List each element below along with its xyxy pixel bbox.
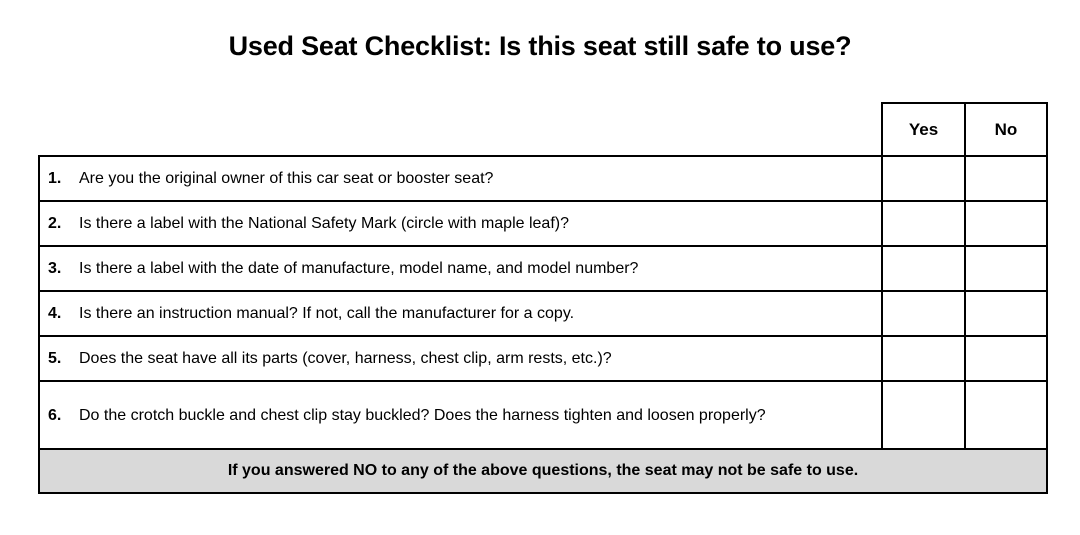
question-cell xyxy=(39,201,882,246)
used-seat-checklist-table xyxy=(38,102,1048,494)
header-question-spacer xyxy=(39,103,882,156)
question-cell xyxy=(39,246,882,291)
page-title: Used Seat Checklist: Is this seat still safe to use? xyxy=(228,31,852,61)
answer-cell-yes[interactable] xyxy=(882,291,965,336)
answer-cell-no[interactable] xyxy=(965,201,1047,246)
question-text: Does the seat have all its parts (cover, harness, chest clip, arm rests, etc.)? xyxy=(79,350,612,367)
table-row xyxy=(39,291,1047,336)
answer-cell-yes[interactable] xyxy=(882,156,965,201)
answer-cell-yes[interactable] xyxy=(882,201,965,246)
question-text: Is there an instruction manual? If not, call the manufacturer for a copy. xyxy=(79,305,575,322)
answer-cell-yes[interactable] xyxy=(882,336,965,381)
column-header-no: No xyxy=(965,103,1047,156)
table-row xyxy=(39,156,1047,201)
table-row xyxy=(39,381,1047,449)
answer-cell-no[interactable] xyxy=(965,156,1047,201)
question-text: Is there a label with the National Safety Mark (circle with maple leaf)? xyxy=(79,215,569,232)
checklist-table-body xyxy=(39,103,1047,493)
question-number: 2. xyxy=(48,215,62,232)
question-number: 4. xyxy=(48,305,62,322)
question-cell xyxy=(39,336,882,381)
column-header-yes: Yes xyxy=(882,103,965,156)
question-number: 1. xyxy=(48,170,62,187)
question-text: Do the crotch buckle and chest clip stay buckled? Does the harness tighten and loosen properly? xyxy=(79,406,766,424)
answer-cell-yes[interactable] xyxy=(882,381,965,449)
question-cell xyxy=(39,291,882,336)
question-text: Is there a label with the date of manufacture, model name, and model number? xyxy=(79,260,639,277)
footer-warning-note: If you answered NO to any of the above questions, the seat may not be safe to use. xyxy=(39,449,1047,493)
question-number: 3. xyxy=(48,260,62,277)
answer-cell-no[interactable] xyxy=(965,381,1047,449)
table-row xyxy=(39,246,1047,291)
question-number: 5. xyxy=(48,350,62,367)
table-row xyxy=(39,201,1047,246)
answer-cell-yes[interactable] xyxy=(882,246,965,291)
answer-cell-no[interactable] xyxy=(965,246,1047,291)
question-text: Are you the original owner of this car seat or booster seat? xyxy=(79,170,494,187)
table-footer-row xyxy=(39,449,1047,493)
question-cell xyxy=(39,156,882,201)
answer-cell-no[interactable] xyxy=(965,336,1047,381)
question-number: 6. xyxy=(48,406,62,424)
answer-cell-no[interactable] xyxy=(965,291,1047,336)
table-row xyxy=(39,336,1047,381)
question-cell xyxy=(39,381,882,449)
table-header-row xyxy=(39,103,1047,156)
